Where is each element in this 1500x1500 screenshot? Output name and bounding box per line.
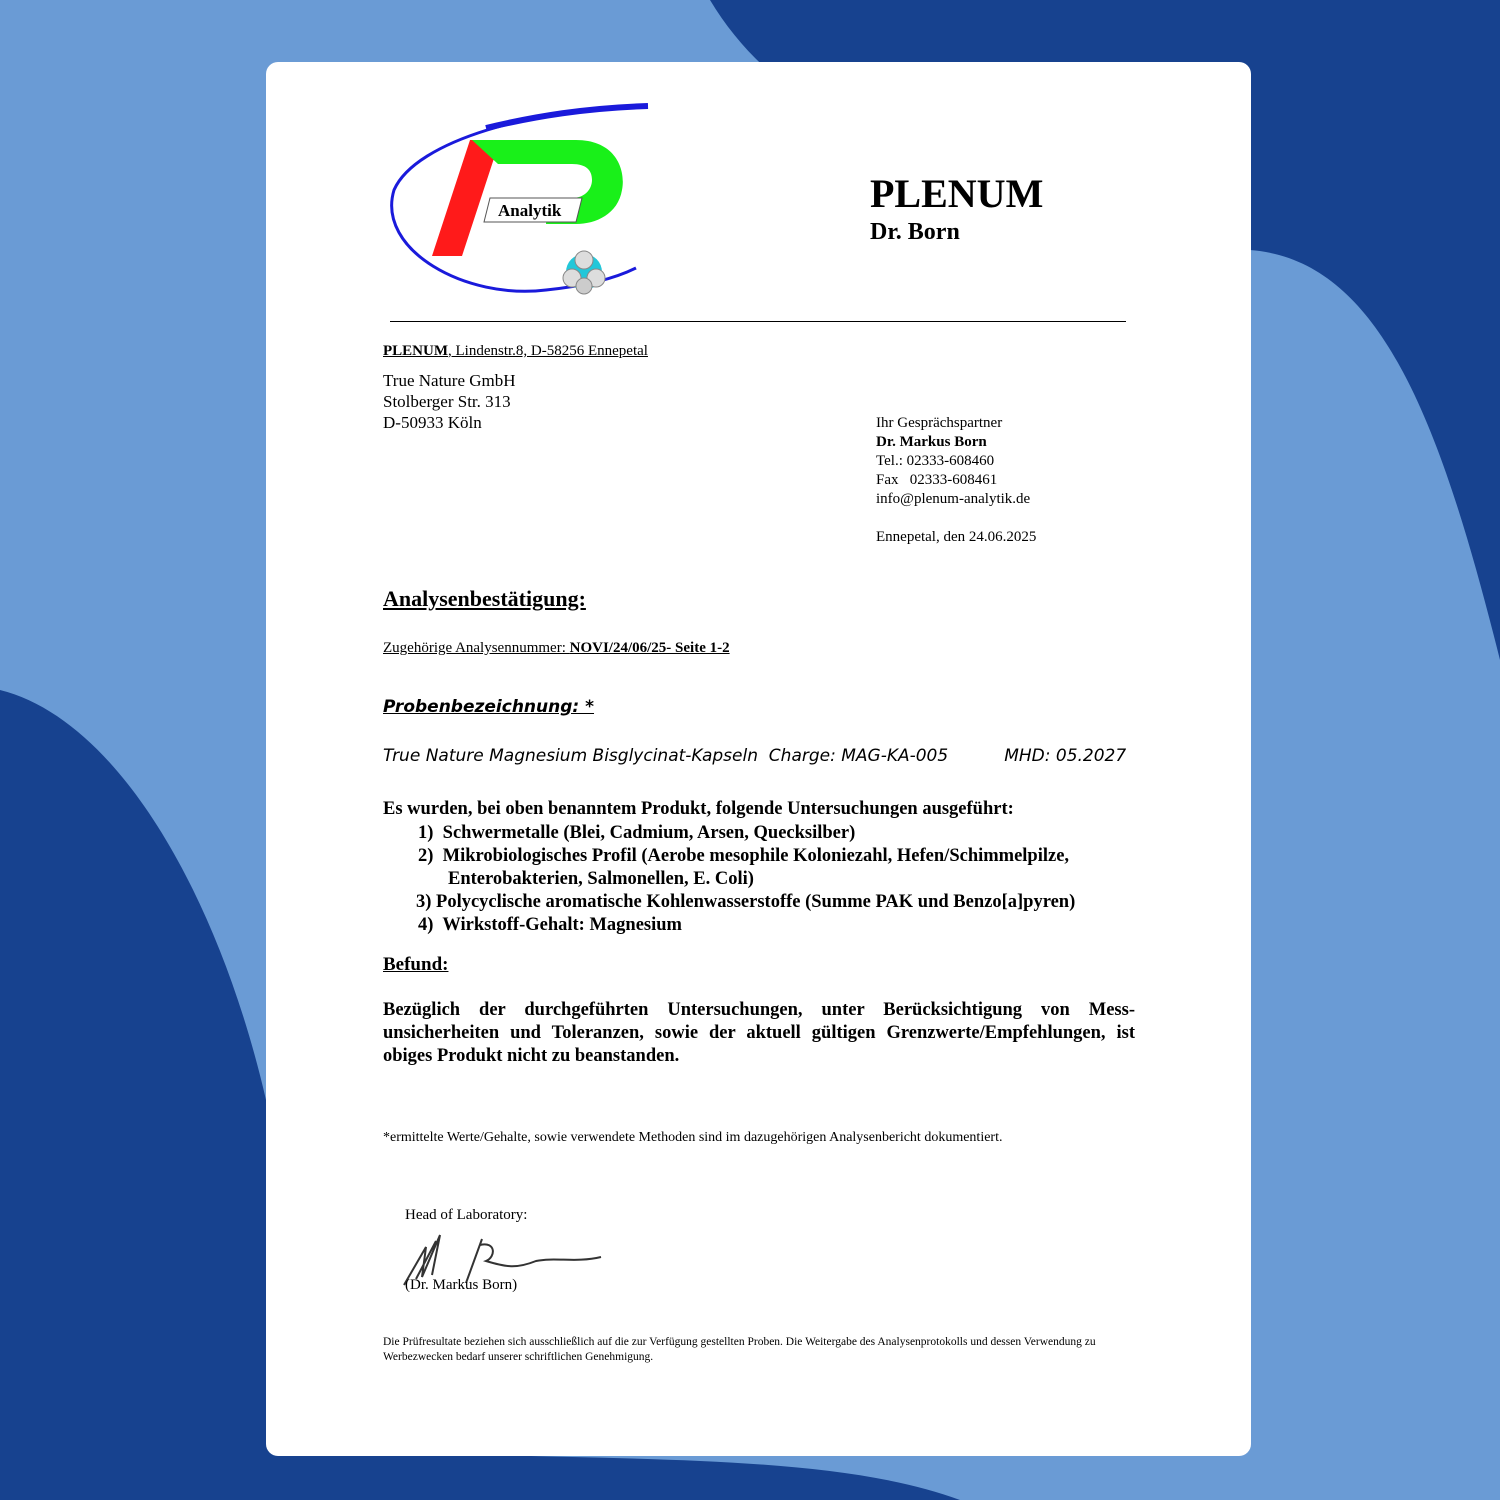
analysis-reference: [383, 640, 730, 657]
disclaimer: Die Prüfresultate beziehen sich ausschließlich auf die zur Verfügung gestellten Proben. Die Weitergabe des Analysenprotokolls und dessen Verwendung zu Werbezwecken bedarf unserer schriftlichen Genehmigung.: [383, 1336, 1096, 1363]
finding-heading: Befund:: [383, 954, 449, 975]
recipient-company: True Nature GmbH: [383, 371, 516, 390]
signatory-name: (Dr. Markus Born): [405, 1277, 518, 1293]
reference-label: Zugehörige Analysennummer:: [383, 640, 570, 656]
footnote: *ermittelte Werte/Gehalte, sowie verwendete Methoden sind im dazugehörigen Analysenbericht dokumentiert.: [383, 1130, 1003, 1145]
sender-line: [383, 343, 648, 360]
plenum-analytik-logo: [386, 100, 656, 300]
brand-subtitle: Dr. Born: [870, 219, 960, 245]
sample-name: True Nature Magnesium Bisglycinat-Kapseln Charge: MAG-KA-005: [383, 746, 949, 766]
document-title: Analysenbestätigung:: [383, 586, 586, 611]
reference-number: NOVI/24/06/25- Seite 1-2: [569, 640, 730, 656]
recipient-city: D-50933 Köln: [383, 413, 482, 432]
brand-name: PLENUM: [870, 171, 1044, 216]
test-item: 4) Wirkstoff-Gehalt: Magnesium: [418, 915, 682, 935]
document-date: Ennepetal, den 24.06.2025: [876, 529, 1037, 545]
contact-email[interactable]: info@plenum-analytik.de: [876, 491, 1031, 507]
recipient-address: [383, 370, 516, 433]
tests-intro: Es wurden, bei oben benanntem Produkt, folgende Untersuchungen ausgeführt:: [383, 799, 1014, 819]
test-item-continued: Enterobakterien, Salmonellen, E. Coli): [448, 869, 754, 889]
logo-text: Analytik: [498, 201, 562, 220]
test-item: 1) Schwermetalle (Blei, Cadmium, Arsen, Quecksilber): [418, 823, 856, 843]
sample-mhd: MHD: 05.2027: [1004, 746, 1127, 766]
test-item: 3) Polycyclische aromatische Kohlenwasserstoffe (Summe PAK und Benzo[a]pyren): [416, 892, 1076, 912]
tests-list: [418, 822, 1075, 937]
contact-fax: Fax 02333-608461: [876, 472, 998, 488]
sender-name: PLENUM: [383, 343, 448, 359]
sample-description: [383, 746, 1126, 766]
sender-address: , Lindenstr.8, D-58256 Ennepetal: [448, 343, 648, 359]
recipient-street: Stolberger Str. 313: [383, 392, 511, 411]
finding-text: Bezüglich der durchgeführten Untersuchungen, unter Berücksichtigung von Mess-unsicherheiten und Toleranzen, sowie der aktuell gültigen Grenzwerte/Empfehlungen, ist obiges Produkt nicht zu beanstanden.: [383, 1000, 1135, 1066]
analysis-confirmation-document: [266, 62, 1251, 1456]
contact-tel: Tel.: 02333-608460: [876, 453, 995, 469]
header-divider: [390, 321, 1126, 322]
contact-name: Dr. Markus Born: [876, 434, 987, 450]
contact-label: Ihr Gesprächspartner: [876, 415, 1003, 431]
test-item: 2) Mikrobiologisches Profil (Aerobe mesophile Koloniezahl, Hefen/Schimmelpilze,: [418, 846, 1070, 866]
signature-label: Head of Laboratory:: [405, 1207, 528, 1223]
sample-heading: Probenbezeichnung: *: [383, 697, 595, 717]
contact-block: [876, 414, 1030, 509]
